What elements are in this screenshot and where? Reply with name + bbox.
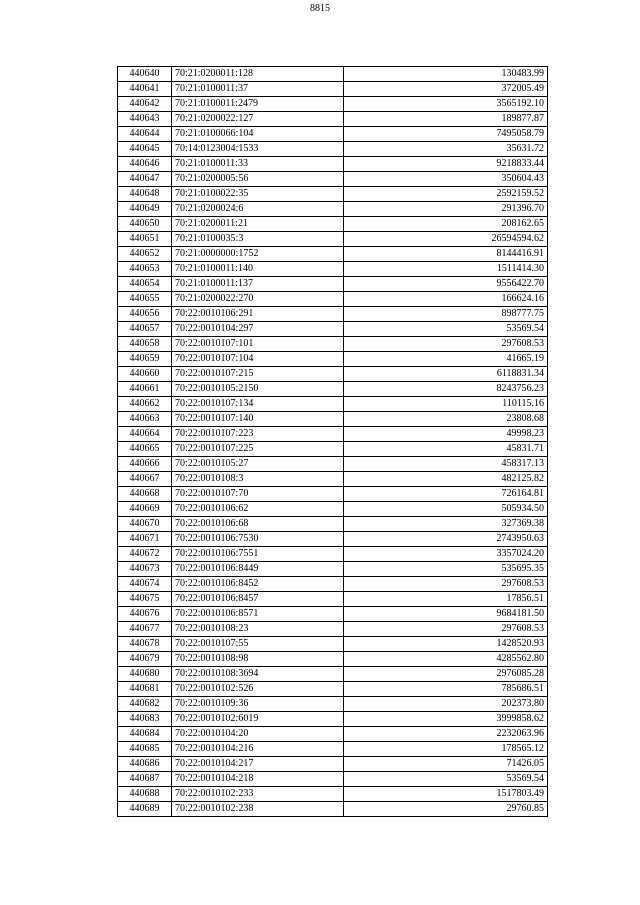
cadastral-value-cell: 202373.80 <box>344 697 548 712</box>
table-row <box>118 622 548 637</box>
row-number-cell: 440668 <box>118 487 172 502</box>
table-row <box>118 442 548 457</box>
row-number-cell: 440643 <box>118 112 172 127</box>
table-row <box>118 787 548 802</box>
row-number-cell: 440663 <box>118 412 172 427</box>
cadastral-value-cell: 785686.51 <box>344 682 548 697</box>
cadastral-value-cell: 7495058.79 <box>344 127 548 142</box>
cadastral-value-cell: 372005.49 <box>344 82 548 97</box>
row-number-cell: 440680 <box>118 667 172 682</box>
cadastral-value-cell: 4285562.80 <box>344 652 548 667</box>
row-number-cell: 440671 <box>118 532 172 547</box>
table-row <box>118 742 548 757</box>
cadastral-value-cell: 535695.35 <box>344 562 548 577</box>
cadastral-number-cell: 70:21:0100011:33 <box>172 157 344 172</box>
table-body <box>118 67 548 817</box>
table-row <box>118 562 548 577</box>
cadastral-value-cell: 2976085.28 <box>344 667 548 682</box>
cadastral-number-cell: 70:22:0010107:225 <box>172 442 344 457</box>
cadastral-value-cell: 1428520.93 <box>344 637 548 652</box>
table-row <box>118 82 548 97</box>
cadastral-value-cell: 3999858.62 <box>344 712 548 727</box>
cadastral-value-cell: 2743950.63 <box>344 532 548 547</box>
row-number-cell: 440653 <box>118 262 172 277</box>
cadastral-value-cell: 1517803.49 <box>344 787 548 802</box>
row-number-cell: 440657 <box>118 322 172 337</box>
cadastral-value-cell: 49998.23 <box>344 427 548 442</box>
cadastral-value-cell: 1511414.30 <box>344 262 548 277</box>
cadastral-number-cell: 70:22:0010107:215 <box>172 367 344 382</box>
cadastral-number-cell: 70:22:0010109:36 <box>172 697 344 712</box>
row-number-cell: 440673 <box>118 562 172 577</box>
cadastral-number-cell: 70:22:0010106:8449 <box>172 562 344 577</box>
cadastral-number-cell: 70:22:0010102:233 <box>172 787 344 802</box>
cadastral-number-cell: 70:21:0100011:2479 <box>172 97 344 112</box>
row-number-cell: 440689 <box>118 802 172 817</box>
cadastral-number-cell: 70:22:0010105:27 <box>172 457 344 472</box>
cadastral-value-cell: 297608.53 <box>344 577 548 592</box>
cadastral-value-cell: 458317.13 <box>344 457 548 472</box>
row-number-cell: 440658 <box>118 337 172 352</box>
cadastral-value-cell: 3357024.20 <box>344 547 548 562</box>
table-row <box>118 802 548 817</box>
cadastral-number-cell: 70:22:0010107:101 <box>172 337 344 352</box>
cadastral-number-cell: 70:22:0010102:6019 <box>172 712 344 727</box>
table-row <box>118 367 548 382</box>
row-number-cell: 440678 <box>118 637 172 652</box>
cadastral-value-cell: 297608.53 <box>344 622 548 637</box>
table-row <box>118 142 548 157</box>
table-row <box>118 682 548 697</box>
row-number-cell: 440670 <box>118 517 172 532</box>
table-row <box>118 457 548 472</box>
row-number-cell: 440677 <box>118 622 172 637</box>
cadastral-value-cell: 23808.68 <box>344 412 548 427</box>
row-number-cell: 440650 <box>118 217 172 232</box>
cadastral-value-cell: 898777.75 <box>344 307 548 322</box>
table-row <box>118 517 548 532</box>
table-row <box>118 97 548 112</box>
row-number-cell: 440654 <box>118 277 172 292</box>
table-row <box>118 112 548 127</box>
table-row <box>118 607 548 622</box>
cadastral-number-cell: 70:21:0100066:104 <box>172 127 344 142</box>
cadastral-number-cell: 70:22:0010106:8571 <box>172 607 344 622</box>
row-number-cell: 440682 <box>118 697 172 712</box>
table-row <box>118 472 548 487</box>
cadastral-number-cell: 70:22:0010108:3 <box>172 472 344 487</box>
cadastral-number-cell: 70:22:0010104:297 <box>172 322 344 337</box>
table-row <box>118 697 548 712</box>
table-row <box>118 187 548 202</box>
row-number-cell: 440640 <box>118 67 172 82</box>
cadastral-number-cell: 70:22:0010106:68 <box>172 517 344 532</box>
cadastral-value-cell: 130483.99 <box>344 67 548 82</box>
cadastral-value-cell: 26594594.62 <box>344 232 548 247</box>
cadastral-value-cell: 41665.19 <box>344 352 548 367</box>
page-number: 8815 <box>310 3 330 14</box>
table-row <box>118 577 548 592</box>
table-row <box>118 67 548 82</box>
table-row <box>118 532 548 547</box>
table-row <box>118 247 548 262</box>
cadastral-number-cell: 70:22:0010106:7551 <box>172 547 344 562</box>
cadastral-number-cell: 70:21:0100011:37 <box>172 82 344 97</box>
cadastral-value-cell: 166624.16 <box>344 292 548 307</box>
table-row <box>118 727 548 742</box>
row-number-cell: 440644 <box>118 127 172 142</box>
row-number-cell: 440648 <box>118 187 172 202</box>
row-number-cell: 440672 <box>118 547 172 562</box>
row-number-cell: 440688 <box>118 787 172 802</box>
cadastral-number-cell: 70:21:0100011:140 <box>172 262 344 277</box>
table-row <box>118 232 548 247</box>
cadastral-number-cell: 70:22:0010107:70 <box>172 487 344 502</box>
cadastral-number-cell: 70:22:0010106:7530 <box>172 532 344 547</box>
cadastral-value-cell: 505934.50 <box>344 502 548 517</box>
cadastral-number-cell: 70:22:0010102:526 <box>172 682 344 697</box>
row-number-cell: 440675 <box>118 592 172 607</box>
cadastral-number-cell: 70:22:0010104:218 <box>172 772 344 787</box>
cadastral-value-cell: 35631.72 <box>344 142 548 157</box>
table-row <box>118 337 548 352</box>
cadastral-value-cell: 6118831.34 <box>344 367 548 382</box>
row-number-cell: 440674 <box>118 577 172 592</box>
table-row <box>118 667 548 682</box>
row-number-cell: 440683 <box>118 712 172 727</box>
row-number-cell: 440662 <box>118 397 172 412</box>
row-number-cell: 440685 <box>118 742 172 757</box>
cadastral-number-cell: 70:21:0000000:1752 <box>172 247 344 262</box>
row-number-cell: 440666 <box>118 457 172 472</box>
row-number-cell: 440681 <box>118 682 172 697</box>
cadastral-value-cell: 327369.38 <box>344 517 548 532</box>
table-row <box>118 412 548 427</box>
table-row <box>118 202 548 217</box>
cadastral-value-cell: 482125.82 <box>344 472 548 487</box>
table-row <box>118 592 548 607</box>
cadastral-number-cell: 70:22:0010107:55 <box>172 637 344 652</box>
cadastral-value-cell: 9556422.70 <box>344 277 548 292</box>
cadastral-number-cell: 70:22:0010106:8457 <box>172 592 344 607</box>
cadastral-value-cell: 291396.70 <box>344 202 548 217</box>
cadastral-number-cell: 70:21:0200011:128 <box>172 67 344 82</box>
cadastral-number-cell: 70:22:0010108:23 <box>172 622 344 637</box>
row-number-cell: 440661 <box>118 382 172 397</box>
cadastral-number-cell: 70:22:0010107:104 <box>172 352 344 367</box>
cadastral-number-cell: 70:22:0010102:238 <box>172 802 344 817</box>
table-row <box>118 397 548 412</box>
cadastral-number-cell: 70:22:0010108:3694 <box>172 667 344 682</box>
cadastral-value-cell: 2592159.52 <box>344 187 548 202</box>
cadastral-value-cell: 29760.85 <box>344 802 548 817</box>
cadastral-number-cell: 70:22:0010104:20 <box>172 727 344 742</box>
table-row <box>118 547 548 562</box>
cadastral-number-cell: 70:22:0010105:2150 <box>172 382 344 397</box>
cadastral-number-cell: 70:21:0100035:3 <box>172 232 344 247</box>
row-number-cell: 440647 <box>118 172 172 187</box>
row-number-cell: 440655 <box>118 292 172 307</box>
cadastral-value-cell: 9218833.44 <box>344 157 548 172</box>
row-number-cell: 440651 <box>118 232 172 247</box>
table-row <box>118 307 548 322</box>
cadastral-value-cell: 71426.05 <box>344 757 548 772</box>
cadastral-number-cell: 70:22:0010106:291 <box>172 307 344 322</box>
table-row <box>118 157 548 172</box>
cadastral-value-cell: 3565192.10 <box>344 97 548 112</box>
table-row <box>118 352 548 367</box>
cadastral-number-cell: 70:21:0200005:56 <box>172 172 344 187</box>
cadastral-value-cell: 297608.53 <box>344 337 548 352</box>
cadastral-value-cell: 53569.54 <box>344 322 548 337</box>
cadastral-number-cell: 70:21:0100022:35 <box>172 187 344 202</box>
table-row <box>118 172 548 187</box>
cadastral-number-cell: 70:21:0200022:127 <box>172 112 344 127</box>
cadastral-number-cell: 70:22:0010108:98 <box>172 652 344 667</box>
row-number-cell: 440684 <box>118 727 172 742</box>
cadastral-number-cell: 70:22:0010107:140 <box>172 412 344 427</box>
cadastral-value-cell: 178565.12 <box>344 742 548 757</box>
cadastral-value-cell: 53569.54 <box>344 772 548 787</box>
cadastral-value-cell: 8144416.91 <box>344 247 548 262</box>
row-number-cell: 440665 <box>118 442 172 457</box>
table-row <box>118 292 548 307</box>
cadastral-number-cell: 70:22:0010104:217 <box>172 757 344 772</box>
cadastral-number-cell: 70:21:0200011:21 <box>172 217 344 232</box>
table-row <box>118 382 548 397</box>
cadastral-number-cell: 70:21:0200024:6 <box>172 202 344 217</box>
table-row <box>118 217 548 232</box>
cadastral-value-cell: 208162.65 <box>344 217 548 232</box>
row-number-cell: 440667 <box>118 472 172 487</box>
cadastral-value-cell: 2232063.96 <box>344 727 548 742</box>
table-row <box>118 427 548 442</box>
row-number-cell: 440642 <box>118 97 172 112</box>
table-row <box>118 757 548 772</box>
row-number-cell: 440676 <box>118 607 172 622</box>
row-number-cell: 440641 <box>118 82 172 97</box>
table-row <box>118 277 548 292</box>
row-number-cell: 440646 <box>118 157 172 172</box>
row-number-cell: 440652 <box>118 247 172 262</box>
row-number-cell: 440660 <box>118 367 172 382</box>
cadastral-number-cell: 70:22:0010106:62 <box>172 502 344 517</box>
cadastral-value-cell: 110115.16 <box>344 397 548 412</box>
table-row <box>118 322 548 337</box>
cadastral-value-cell: 350604.43 <box>344 172 548 187</box>
table-row <box>118 652 548 667</box>
row-number-cell: 440649 <box>118 202 172 217</box>
cadastral-value-cell: 9684181.50 <box>344 607 548 622</box>
cadastral-number-cell: 70:21:0100011:137 <box>172 277 344 292</box>
table-row <box>118 487 548 502</box>
row-number-cell: 440659 <box>118 352 172 367</box>
cadastral-number-cell: 70:22:0010107:134 <box>172 397 344 412</box>
row-number-cell: 440664 <box>118 427 172 442</box>
cadastral-value-cell: 45831.71 <box>344 442 548 457</box>
cadastral-number-cell: 70:22:0010106:8452 <box>172 577 344 592</box>
cadastral-number-cell: 70:22:0010107:223 <box>172 427 344 442</box>
cadastral-number-cell: 70:22:0010104:216 <box>172 742 344 757</box>
cadastral-value-cell: 726164.81 <box>344 487 548 502</box>
table-row <box>118 262 548 277</box>
row-number-cell: 440686 <box>118 757 172 772</box>
table-row <box>118 502 548 517</box>
cadastral-value-cell: 17856.51 <box>344 592 548 607</box>
table-row <box>118 772 548 787</box>
table-row <box>118 712 548 727</box>
row-number-cell: 440687 <box>118 772 172 787</box>
row-number-cell: 440645 <box>118 142 172 157</box>
row-number-cell: 440679 <box>118 652 172 667</box>
row-number-cell: 440669 <box>118 502 172 517</box>
table-row <box>118 127 548 142</box>
cadastral-value-cell: 189877.87 <box>344 112 548 127</box>
cadastral-number-cell: 70:21:0200022:270 <box>172 292 344 307</box>
table-row <box>118 637 548 652</box>
cadastral-value-cell: 8243756.23 <box>344 382 548 397</box>
row-number-cell: 440656 <box>118 307 172 322</box>
cadastral-value-table <box>117 66 548 817</box>
cadastral-number-cell: 70:14:0123004:1533 <box>172 142 344 157</box>
